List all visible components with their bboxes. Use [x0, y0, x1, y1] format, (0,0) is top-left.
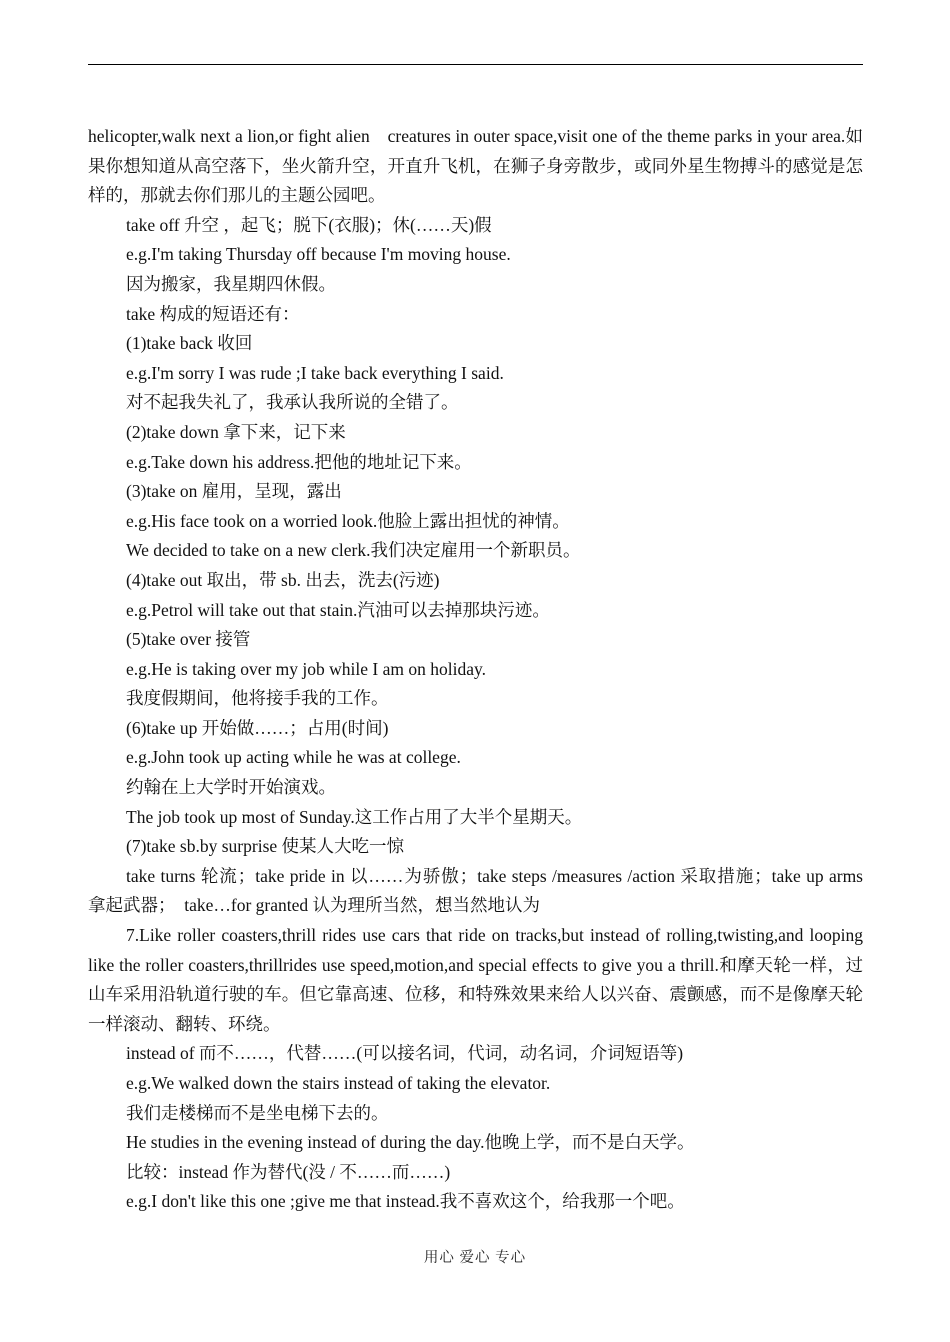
- paragraph: e.g.Petrol will take out that stain.汽油可以去掉那块污迹。: [126, 599, 550, 620]
- page-body: [88, 122, 863, 1217]
- paragraph: e.g.Take down his address.把他的地址记下来。: [126, 451, 472, 472]
- paragraph: 7.Like roller coasters,thrill rides use cars that ride on tracks,but instead of rolling,twisting,and looping like the roller coasters,thrillrides use speed,motion,and special effects to give you a thrill.和摩天轮一样，过山车采用沿轨道行驶的车。但它靠高速、位移，和特殊效果来给人以兴奋、震颤感，而不是像摩天轮一样滚动、翻转、环绕。: [88, 925, 863, 1034]
- paragraph: 比较：instead 作为替代(没 / 不……而……): [126, 1161, 451, 1182]
- paragraph: (3)take on 雇用，呈现，露出: [126, 481, 342, 502]
- paragraph: e.g.I'm sorry I was rude ;I take back everything I said.: [126, 362, 504, 383]
- paragraph: (7)take sb.by surprise 使某人大吃一惊: [126, 836, 405, 857]
- paragraph: (4)take out 取出，带 sb. 出去，洗去(污迹): [126, 569, 440, 590]
- paragraph: e.g.We walked down the stairs instead of taking the elevator.: [126, 1073, 551, 1093]
- paragraph: (1)take back 收回: [126, 333, 253, 354]
- header-rule: [88, 64, 863, 65]
- paragraph: He studies in the evening instead of during the day.他晚上学，而不是白天学。: [126, 1132, 695, 1153]
- paragraph: 对不起我失礼了，我承认我所说的全错了。: [126, 392, 459, 413]
- paragraph: (2)take down 拿下来，记下来: [126, 421, 346, 442]
- paragraph: The job took up most of Sunday.这工作占用了大半个星期天。: [126, 806, 583, 827]
- paragraph: e.g.His face took on a worried look.他脸上露出担忧的神情。: [126, 510, 570, 531]
- paragraph: helicopter,walk next a lion,or fight alien creatures in outer space,visit one of the theme parks in your area.如果你想知道从高空落下，坐火箭升空，开直升飞机，在狮子身旁散步，或同外星生物搏斗的感觉是怎样的，那就去你们那儿的主题公园吧。: [88, 126, 863, 206]
- paragraph: e.g.John took up acting while he was at college.: [126, 747, 461, 768]
- paragraph: take off 升空 ，起飞；脱下(衣服)；休(……天)假: [126, 214, 492, 235]
- paragraph: instead of 而不……，代替……(可以接名词，代词，动名词，介词短语等): [126, 1043, 684, 1064]
- paragraph: (6)take up 开始做……；占用(时间): [126, 717, 389, 738]
- page-footer: 用心 爱心 专心: [423, 1250, 527, 1266]
- paragraph: 我度假期间，他将接手我的工作。: [126, 688, 389, 709]
- paragraph: 约翰在上大学时开始演戏。: [126, 777, 336, 798]
- paragraph: e.g.I don't like this one ;give me that instead.我不喜欢这个，给我那一个吧。: [126, 1191, 685, 1212]
- paragraph: e.g.He is taking over my job while I am on holiday.: [126, 658, 486, 679]
- paragraph: e.g.I'm taking Thursday off because I'm moving house.: [126, 244, 511, 265]
- paragraph: take turns 轮流；take pride in 以……为骄傲；take steps /measures /action 采取措施；take up arms 拿起武器； take…for granted 认为理所当然，想当然地认为: [88, 865, 863, 916]
- paragraph: take 构成的短语还有：: [126, 303, 300, 324]
- paragraph: 我们走楼梯而不是坐电梯下去的。: [126, 1102, 389, 1123]
- paragraph: We decided to take on a new clerk.我们决定雇用一个新职员。: [126, 540, 581, 561]
- paragraph: (5)take over 接管: [126, 629, 251, 650]
- paragraph: 因为搬家，我星期四休假。: [126, 273, 336, 294]
